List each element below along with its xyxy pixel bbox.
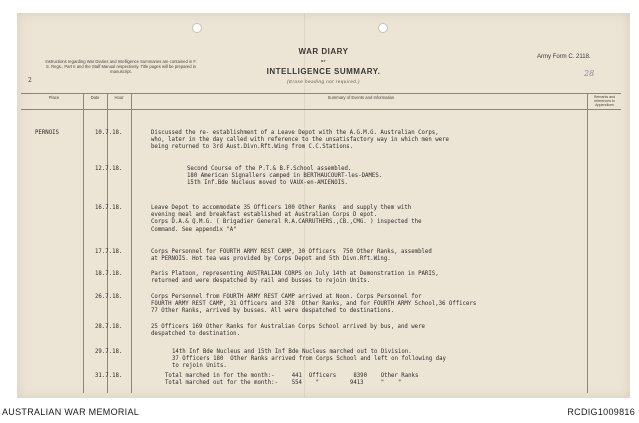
footer-source: AUSTRALIAN WAR MEMORIAL	[2, 407, 140, 417]
diary-page	[17, 13, 630, 398]
entry-text: Corps Personnel from FOURTH ARMY REST CAMP arrived at Noon. Corps Personnel for FOURTH ARMY REST CAMP, 31 Officers and 378 Other Ranks, and for FOURTH ARMY School,36 Officers 77 Other Ranks, arrived by busses. All were despatched to destinations.	[151, 294, 477, 315]
entry-date: 10.7.18.	[95, 130, 123, 136]
entry-date: 17.7.18.	[95, 249, 123, 255]
column-divider	[83, 93, 84, 393]
column-header-remarks: Remarks and references to Appendices	[593, 95, 616, 107]
entry-date: 31.7.18.	[95, 373, 123, 379]
title-or: or	[321, 58, 326, 63]
column-header-place: Place	[48, 95, 60, 100]
column-header-hour: Hour	[114, 95, 124, 100]
entry-date: 29.7.18.	[95, 349, 123, 355]
pencil-mark: 28	[584, 69, 595, 78]
entry-text: Corps Personnel for FOURTH ARMY REST CAMP, 30 Officers 750 Other Ranks, assembled at PERNOIS. Hot tea was provided by Corps Depot and 5th Divn.Rft.Wing.	[151, 249, 432, 263]
column-header-date: Date	[90, 95, 100, 100]
entry-text: Discussed the re- establishment of a Leave Depot with the A.G.M.G. Australian Corps, who, later in the day called with reference to the unsatisfactory way in which men were being returned to 3rd Aust.Divn.Rft.Wing from C.C.Stations.	[151, 130, 449, 151]
footer-record-id: RCDIG1009816	[567, 407, 635, 417]
column-header-summary: Summary of Events and Information	[327, 95, 395, 100]
army-form-label: Army Form C. 2118.	[537, 54, 591, 60]
column-divider	[107, 93, 108, 393]
instructions-note: Instructions regarding War Diaries and Intelligence Summaries are contained in F. S. Regs., Part II and the Staff Manual respectively. Title pages will be prepared in manuscript.	[45, 59, 197, 74]
entry-date: 12.7.18.	[95, 166, 123, 172]
entry-text: Leave Depot to accommodate 35 Officers 100 Other Ranks and supply them with evening meal and breakfast established at Australian Corps D epot. Corps D.A.& Q.M.G. ( Brigadier General R.A.CARRUTHERS.,CB.,CMG. ) inspected the Command. See appendix "A"	[151, 205, 422, 233]
table-rule	[21, 93, 621, 94]
entry-text: Total marched in for the month:- 441 Officers 8390 Other Ranks Total marched out for the month:- 554 " 9413 " "	[165, 373, 419, 387]
punch-hole	[378, 23, 388, 33]
title-intelligence-summary: INTELLIGENCE SUMMARY.	[266, 67, 381, 76]
entry-text: Paris Platoon, representing AUSTRALIAN CORPS on July 14th at Demonstration in PARIS, returned and were despatched by rail and busses to rejoin Units.	[151, 271, 439, 285]
entry-place: PERNOIS	[35, 130, 59, 136]
entry-text: 25 Officers 169 Other Ranks for Australian Corps School arrived by bus, and were despatched to destination.	[151, 324, 425, 338]
entry-date: 28.7.18.	[95, 324, 123, 330]
punch-hole	[192, 23, 202, 33]
entry-date: 16.7.18.	[95, 205, 123, 211]
entry-text: Second Course of the P.T.& B.F.School assembled. 180 American Signallers camped in BERTHAUCOURT-les-DAMES. 15th Inf.Bde Nucleus moved to VAUX-en-AMIENOIS.	[187, 166, 383, 187]
table-rule	[21, 109, 621, 110]
page-number: 2	[28, 77, 32, 84]
title-war-diary: WAR DIARY	[298, 47, 349, 56]
entry-date: 26.7.18.	[95, 294, 123, 300]
entry-text: 14th Inf Bde Nucleus and 15th Inf Bde Nucleus marched out to Division. 37 Officers 180 Other Ranks arrived from Corps School and left on following day to rejoin Units.	[172, 349, 446, 370]
column-divider	[587, 93, 588, 393]
entry-date: 18.7.18.	[95, 271, 123, 277]
title-note: (Erase heading not required.)	[286, 79, 361, 84]
column-divider	[131, 93, 132, 393]
